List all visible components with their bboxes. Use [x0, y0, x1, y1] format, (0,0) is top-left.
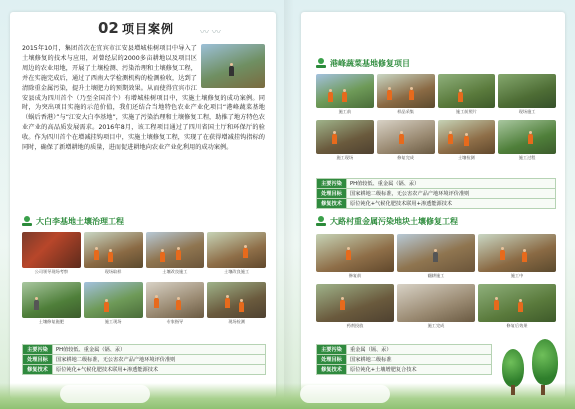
photo-caption: 土壤检测 [457, 155, 475, 160]
photo-caption: 修复后效果 [506, 323, 528, 328]
white-plum-photo-grid [22, 232, 266, 324]
table-row: 主要污染 PH值较低、重金属（镉、汞） [23, 345, 266, 355]
photo-caption: 土壤改良施工 [162, 269, 188, 274]
white-plum-info-table [22, 344, 266, 375]
photo [22, 282, 81, 318]
photo-cell [397, 284, 475, 328]
photo [498, 74, 556, 108]
photo-caption: 施工现场 [336, 155, 354, 160]
photo-cell [438, 74, 496, 114]
photo [498, 120, 556, 154]
photo-caption: 施工现场 [104, 319, 122, 324]
subsection-title: 港峰蔬菜基地修复项目 [330, 59, 410, 68]
photo [316, 74, 374, 108]
subsection-heading-white-plum [22, 216, 124, 227]
birds-decoration-icon: 〰 〰 [200, 28, 221, 38]
photo-cell [316, 234, 394, 278]
plant-icon [22, 216, 32, 227]
table-row: 修复技术 原位钝化+气候化肥技术联用+渗透能源技术 [23, 365, 266, 375]
photo-caption: 现场取样 [104, 269, 122, 274]
page-gutter [284, 0, 294, 409]
photo-cell [498, 120, 556, 160]
cloud-decoration-icon [300, 385, 390, 403]
photo-cell [146, 232, 205, 274]
table-row: 处理目标 国家耕地二级标准，无公害农产品产地环境评价准则 [317, 189, 556, 199]
gangfeng-info-table [316, 178, 556, 209]
photo-caption: 现场施工 [518, 109, 536, 114]
subsection-title: 大白李基地土壤治理工程 [36, 217, 124, 226]
gangfeng-photo-grid [316, 74, 556, 160]
photo [146, 282, 205, 318]
photo-caption: 施工前 [338, 109, 352, 114]
photo [478, 234, 556, 272]
subsection-title: 大路村重金属污染地块土壤修复工程 [330, 217, 458, 226]
photo-cell [207, 232, 266, 274]
dalu-info-table [316, 344, 492, 375]
photo-cell [377, 120, 435, 160]
photo-cell [316, 74, 374, 114]
table-row: 处理目标 国家耕地二级标准，无公害农产品产地环境评价准则 [23, 355, 266, 365]
plant-icon [316, 216, 326, 227]
table-row: 主要污染 PH值较低、重金属（镉、汞） [317, 179, 556, 189]
photo [316, 284, 394, 322]
table-row: 修复技术 原位钝化+土壤增肥复合技术 [317, 365, 492, 375]
photo [377, 74, 435, 108]
photo-caption: 样品采集 [397, 109, 414, 114]
cloud-decoration-icon [60, 385, 150, 403]
photo-caption: 施工中 [510, 273, 524, 278]
plant-icon [316, 58, 326, 69]
photo-caption: 施工前照片 [455, 109, 477, 114]
photo [22, 232, 81, 268]
photo-cell [498, 74, 556, 114]
photo-caption: 施工完成 [427, 323, 445, 328]
photo-caption: 翻耕施工 [427, 273, 445, 278]
photo-cell [377, 74, 435, 114]
photo-cell [478, 234, 556, 278]
photo-cell [316, 284, 394, 328]
tree-decoration-icon [502, 349, 524, 395]
photo-cell [22, 282, 81, 324]
photo-cell [84, 232, 143, 274]
tree-decoration-icon [532, 339, 554, 395]
table-row: 主要污染 重金属（镉、汞） [317, 345, 492, 355]
subsection-heading-dalu-village [316, 216, 458, 227]
photo [207, 282, 266, 318]
photo [316, 234, 394, 272]
table-row: 处理目标 国家耕地二级标准 [317, 355, 492, 365]
table-row: 修复技术 原位钝化+气候化肥技术联用+渗透能源技术 [317, 199, 556, 209]
photo-cell [207, 282, 266, 324]
section-title: 项目案例 [122, 22, 175, 36]
photo [438, 74, 496, 108]
photo [207, 232, 266, 268]
photo [377, 120, 435, 154]
field-photo [201, 44, 265, 88]
photo [316, 120, 374, 154]
photo-caption: 修复完成 [397, 155, 414, 160]
photo-cell [478, 284, 556, 328]
dalu-photo-grid [316, 234, 556, 328]
photo-caption: 药剂投放 [346, 323, 364, 328]
photo-caption: 施工过程 [518, 155, 536, 160]
photo-caption: 现场检测 [228, 319, 245, 324]
photo-caption: 修复前 [348, 273, 362, 278]
photo-cell [438, 120, 496, 160]
photo-caption: 公司领导现场考察 [34, 269, 69, 274]
photo [478, 284, 556, 322]
photo-cell [84, 282, 143, 324]
photo-cell [146, 282, 205, 324]
photo [397, 284, 475, 322]
photo [146, 232, 205, 268]
intro-paragraph [22, 44, 265, 153]
intro-text: 2015年10月，集团首次在宜宾市江安县增城桂树项目中导入了土壤修复的技术与应用，对曾经层的2000多亩耕地以及项目区周边的农业用地，开展了土壤检测、污染治理和土壤修复工程，并在实施完成后，通过了西南大学检测机构的检测验收，达到了清除重金属污染，提升土壤肥力的预期效果。从而使得宜宾市江安县成为四川首个（乃至全国首个）有增城桂树项目中，实施土壤修复的成功案例。同时，为突出项目实施的示范价值，我们还结合当地特色农业产业化项目“港峰蔬菜基地（蜗后香港）”与“江安大白李基地”，实施了污染治理和土壤修复工程，助推了地方特色农业产业的高品质发展需求。2016年8月，该工程项目通过了四川省国土厅和环保厅的验收。作为四川首个在增减挂钩项目中，实施土壤修复工程，实现了在获得增减挂钩指标的同时，确保了新增耕地的质量，进而促进耕地向农业产业化利用的成功案例。 [22, 45, 265, 152]
photo [438, 120, 496, 154]
photo-cell [22, 232, 81, 274]
photo [84, 282, 143, 318]
photo [84, 232, 143, 268]
photo-cell [397, 234, 475, 278]
subsection-heading-gangfeng [316, 58, 410, 69]
photo [397, 234, 475, 272]
photo-caption: 土壤修复施肥 [38, 319, 64, 324]
photo-cell [316, 120, 374, 160]
photo-caption: 专家指导 [166, 319, 184, 324]
photo-caption: 土壤改良施工 [224, 269, 250, 274]
section-number: 02 [98, 19, 119, 37]
